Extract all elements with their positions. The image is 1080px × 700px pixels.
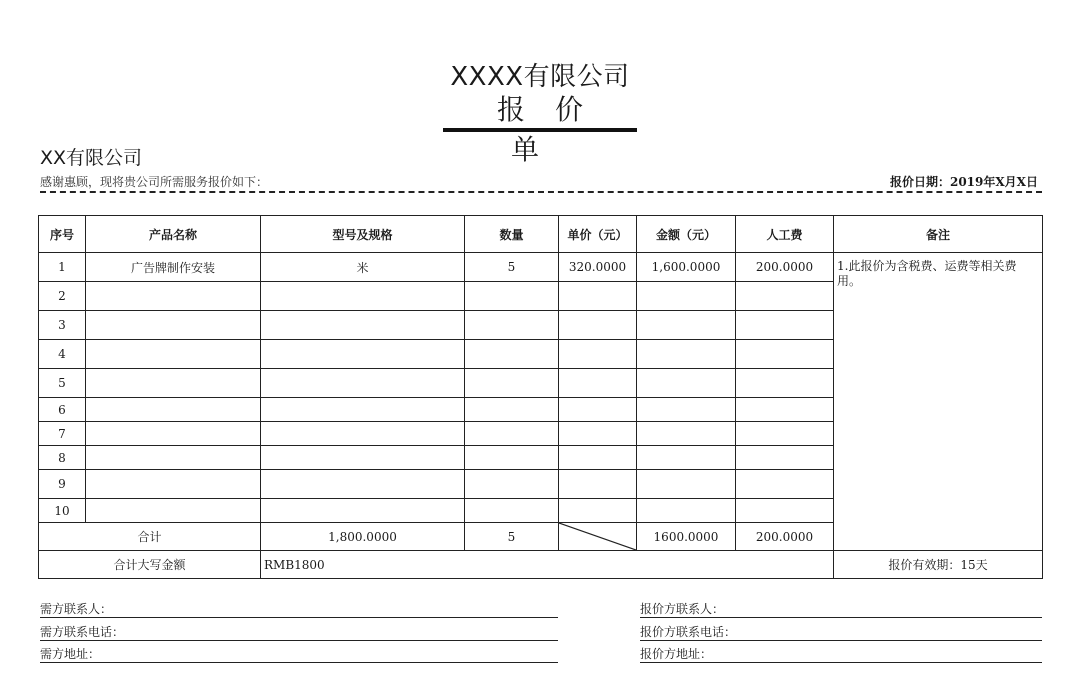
- row-number: 5: [39, 369, 86, 398]
- amount-cell: [637, 398, 736, 422]
- product-name-cell: [86, 311, 261, 340]
- unit-price-cell: [559, 369, 637, 398]
- spec-cell: [261, 470, 465, 499]
- row-number: 7: [39, 422, 86, 446]
- quantity-cell: [465, 446, 559, 470]
- column-header: 单价（元）: [559, 216, 637, 253]
- spec-cell: [261, 282, 465, 311]
- unit-price-cell: 320.0000: [559, 253, 637, 282]
- column-header: 金额（元）: [637, 216, 736, 253]
- amount-cell: 1,600.0000: [637, 253, 736, 282]
- quantity-cell: [465, 398, 559, 422]
- spec-cell: [261, 398, 465, 422]
- quantity-cell: [465, 340, 559, 369]
- quotation-table: [38, 215, 1043, 579]
- labor-cell: [736, 398, 834, 422]
- labor-cell: 200.0000: [736, 253, 834, 282]
- seller-contact-line: [640, 617, 1042, 618]
- row-number: 8: [39, 446, 86, 470]
- quantity-cell: [465, 311, 559, 340]
- unit-price-cell: [559, 470, 637, 499]
- spec-cell: [261, 340, 465, 369]
- labor-cell: [736, 446, 834, 470]
- quantity-cell: [465, 282, 559, 311]
- amount-in-words-row: [39, 551, 1043, 579]
- spec-cell: 米: [261, 253, 465, 282]
- amount-cell: [637, 446, 736, 470]
- row-number: 10: [39, 499, 86, 523]
- buyer-phone-label: 需方联系电话：: [40, 625, 125, 639]
- table-row: [39, 253, 1043, 282]
- labor-cell: [736, 470, 834, 499]
- amount-cell: [637, 311, 736, 340]
- unit-price-cell: [559, 446, 637, 470]
- quote-date: 报价日期：2019年X月X日: [889, 175, 1038, 189]
- column-header: 产品名称: [86, 216, 261, 253]
- quantity-cell: [465, 499, 559, 523]
- total-amount: 1600.0000: [637, 523, 736, 551]
- row-number: 4: [39, 340, 86, 369]
- title-underline: [443, 128, 637, 132]
- seller-address-line: [640, 662, 1042, 663]
- spec-cell: [261, 422, 465, 446]
- column-header: 人工费: [736, 216, 834, 253]
- product-name-cell: 广告牌制作安装: [86, 253, 261, 282]
- unit-price-cell: [559, 282, 637, 311]
- total-quantity: 5: [465, 523, 559, 551]
- validity-period: 报价有效期：15天: [834, 551, 1043, 579]
- labor-cell: [736, 282, 834, 311]
- product-name-cell: [86, 398, 261, 422]
- product-name-cell: [86, 282, 261, 311]
- seller-address-label: 报价方地址：: [640, 647, 713, 661]
- quantity-cell: [465, 422, 559, 446]
- product-name-cell: [86, 340, 261, 369]
- seller-contact-label: 报价方联系人：: [640, 602, 725, 616]
- unit-price-cell: [559, 422, 637, 446]
- labor-cell: [736, 499, 834, 523]
- table-header-row: [39, 216, 1043, 253]
- document-title: 报价单: [496, 93, 613, 166]
- spec-cell: [261, 369, 465, 398]
- row-number: 6: [39, 398, 86, 422]
- buyer-contact-line: [40, 617, 558, 618]
- column-header: 序号: [39, 216, 86, 253]
- unit-price-cell: [559, 340, 637, 369]
- remark-cell: 1.此报价为含税费、运费等相关费用。: [834, 253, 1043, 551]
- issuer-company-title: XXXX有限公司: [450, 62, 630, 92]
- amount-cell: [637, 369, 736, 398]
- column-header: 数量: [465, 216, 559, 253]
- buyer-address-line: [40, 662, 558, 663]
- product-name-cell: [86, 499, 261, 523]
- unit-price-cell: [559, 499, 637, 523]
- unit-price-cell: [559, 398, 637, 422]
- buyer-phone-line: [40, 640, 558, 641]
- row-number: 9: [39, 470, 86, 499]
- product-name-cell: [86, 422, 261, 446]
- product-name-cell: [86, 470, 261, 499]
- column-header: 备注: [834, 216, 1043, 253]
- quantity-cell: [465, 369, 559, 398]
- amount-in-words-value: RMB1800: [261, 551, 834, 579]
- spec-cell: [261, 446, 465, 470]
- intro-text: 感谢惠顾，现将贵公司所需服务报价如下：: [40, 175, 269, 189]
- diagonal-line-icon: [559, 523, 636, 550]
- client-company: XX有限公司: [40, 147, 143, 169]
- seller-phone-line: [640, 640, 1042, 641]
- row-number: 3: [39, 311, 86, 340]
- amount-cell: [637, 340, 736, 369]
- unit-price-cell: [559, 311, 637, 340]
- amount-cell: [637, 422, 736, 446]
- amount-in-words-label: 合计大写金额: [39, 551, 261, 579]
- labor-cell: [736, 311, 834, 340]
- spec-cell: [261, 499, 465, 523]
- total-label: 合计: [39, 523, 261, 551]
- amount-cell: [637, 470, 736, 499]
- dashed-separator: [40, 191, 1042, 193]
- column-header: 型号及规格: [261, 216, 465, 253]
- total-labor: 200.0000: [736, 523, 834, 551]
- total-spec-value: 1,800.0000: [261, 523, 465, 551]
- quantity-cell: [465, 470, 559, 499]
- seller-phone-label: 报价方联系电话：: [640, 625, 737, 639]
- labor-cell: [736, 422, 834, 446]
- product-name-cell: [86, 446, 261, 470]
- diagonal-slash-cell: [559, 523, 637, 551]
- labor-cell: [736, 340, 834, 369]
- row-number: 2: [39, 282, 86, 311]
- buyer-contact-label: 需方联系人：: [40, 602, 113, 616]
- spec-cell: [261, 311, 465, 340]
- amount-cell: [637, 499, 736, 523]
- row-number: 1: [39, 253, 86, 282]
- labor-cell: [736, 369, 834, 398]
- quantity-cell: 5: [465, 253, 559, 282]
- amount-cell: [637, 282, 736, 311]
- buyer-address-label: 需方地址：: [40, 647, 101, 661]
- product-name-cell: [86, 369, 261, 398]
